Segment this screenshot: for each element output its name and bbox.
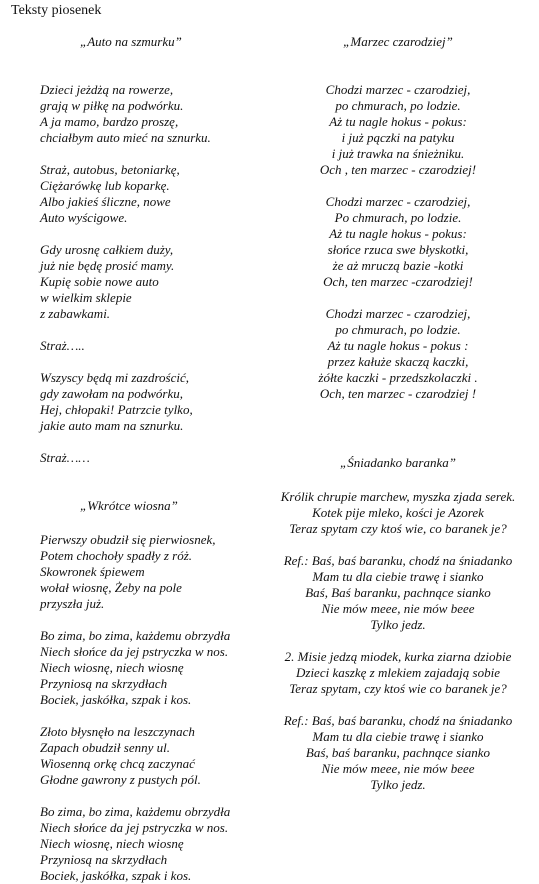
lyric-line: Bociek, jaskółka, szpak i kos.: [40, 692, 192, 707]
lyric-line: Kotek pije mleko, kości je Azorek: [312, 505, 484, 520]
lyric-line: Tylko jedz.: [370, 617, 426, 632]
song-title: „Marzec czarodziej”: [343, 34, 453, 49]
lyric-line: Bociek, jaskółka, szpak i kos.: [40, 868, 192, 883]
lyric-line: Chodzi marzec - czarodziej,: [325, 194, 471, 209]
lyric-line: Kupię sobie nowe auto: [40, 274, 159, 289]
stanza: [40, 804, 280, 884]
lyric-line: Wiosenną orkę chcą zaczynać: [40, 756, 195, 771]
song-auto-na-sznurku: [40, 34, 280, 466]
lyric-line: Teraz spytam czy ktoś wie, co baranek je?: [289, 521, 507, 536]
page-title: Teksty piosenek: [11, 3, 102, 18]
lyric-line: Aż tu nagle hokus - pokus:: [329, 226, 467, 241]
lyric-line: Królik chrupie marchew, myszka zjada serek.: [280, 489, 516, 504]
stanza: [40, 628, 280, 708]
lyric-line: Zapach obudził senny ul.: [40, 740, 170, 755]
lyric-line: Bo zima, bo zima, każdemu obrzydła: [40, 804, 231, 819]
lyric-line: wołał wiosnę, Żeby na pole: [40, 580, 182, 595]
lyric-line: Baś, Baś baranku, pachnące sianko: [305, 585, 491, 600]
lyric-line: Dzieci jeżdżą na rowerze,: [40, 82, 174, 97]
song-marzec-czarodziej: [268, 34, 528, 402]
lyric-line: żółte kaczki - przedszkolaczki .: [318, 370, 478, 385]
stanza: [40, 338, 280, 354]
lyric-line: Niech wiosnę, niech wiosnę: [40, 660, 184, 675]
lyric-line: Nie mów meee, nie mów beee: [321, 601, 475, 616]
stanza: [268, 553, 528, 633]
lyric-line: już nie będę prosić mamy.: [40, 258, 175, 273]
stanza: [268, 649, 528, 697]
lyric-line: Aż tu nagle hokus - pokus :: [327, 338, 469, 353]
stanza: [268, 82, 528, 178]
lyric-line: Po chmurach, po lodzie.: [334, 210, 462, 225]
stanza: [40, 162, 280, 226]
song-title: „Wkrótce wiosna”: [80, 498, 178, 513]
stanza: [40, 450, 280, 466]
lyric-line: Nie mów meee, nie mów beee: [321, 761, 475, 776]
lyric-line: Przyniosą na skrzydłach: [40, 676, 168, 691]
lyric-line: przyszła już.: [40, 596, 105, 611]
lyric-line: Niech słońce da jej pstryczka w nos.: [40, 820, 229, 835]
lyric-line: Albo jakieś śliczne, nowe: [40, 194, 171, 209]
left-column: [40, 34, 280, 884]
stanza: [268, 306, 528, 402]
lyric-line: gdy zawołam na podwórku,: [40, 386, 183, 401]
lyric-line: Niech wiosnę, niech wiosnę: [40, 836, 184, 851]
lyric-line: Głodne gawrony z pustych pól.: [40, 772, 201, 787]
song-title: „Auto na szmurku”: [80, 34, 182, 49]
stanza: [40, 242, 280, 322]
lyric-line: z zabawkami.: [40, 306, 111, 321]
lyric-line: Baś, baś baranku, pachnące sianko: [305, 745, 491, 760]
lyric-line: chciałbym auto mieć na sznurku.: [40, 130, 211, 145]
lyric-line: Teraz spytam, czy ktoś wie co baranek je?: [289, 681, 507, 696]
lyric-line: w wielkim sklepie: [40, 290, 132, 305]
lyric-line: Dzieci kaszkę z mlekiem zajadają sobie: [296, 665, 500, 680]
lyric-line: Mam tu dla ciebie trawę i sianko: [312, 729, 484, 744]
lyric-line: Aż tu nagle hokus - pokus:: [329, 114, 467, 129]
song-wkrotce-wiosna: [40, 498, 280, 884]
lyric-line: Straż, autobus, betoniarkę,: [40, 162, 180, 177]
lyric-line: Chodzi marzec - czarodziej,: [325, 306, 471, 321]
lyric-line: Ref.: Baś, baś baranku, chodź na śniadanko: [283, 553, 513, 568]
stanza: [40, 724, 280, 788]
stanza: [268, 713, 528, 793]
lyric-line: Ciężarówkę lub koparkę.: [40, 178, 170, 193]
stanza: [40, 82, 280, 146]
lyric-line: grają w piłkę na podwórku.: [40, 98, 184, 113]
right-column: [268, 34, 528, 793]
lyric-line: i już pączki na patyku: [341, 130, 455, 145]
lyric-line: Straż……: [40, 450, 90, 465]
stanza: [268, 194, 528, 290]
lyric-line: Hej, chłopaki! Patrzcie tylko,: [40, 402, 193, 417]
stanza: [40, 370, 280, 434]
lyric-line: Złoto błysnęło na leszczynach: [40, 724, 195, 739]
lyric-line: Bo zima, bo zima, każdemu obrzydła: [40, 628, 231, 643]
lyric-line: Przyniosą na skrzydłach: [40, 852, 168, 867]
lyric-line: słońce rzuca swe błyskotki,: [327, 242, 469, 257]
lyric-line: Och, ten marzec - czarodziej !: [319, 386, 477, 401]
song-sniadanko-baranka: [268, 455, 528, 793]
lyric-line: Ref.: Baś, baś baranku, chodź na śniadanko: [283, 713, 513, 728]
lyric-line: Straż…..: [40, 338, 85, 353]
lyric-line: Mam tu dla ciebie trawę i sianko: [312, 569, 484, 584]
lyric-line: Och , ten marzec - czarodziej!: [319, 162, 477, 177]
lyric-line: A ja mamo, bardzo proszę,: [40, 114, 179, 129]
stanza: [268, 489, 528, 537]
lyric-line: Och, ten marzec -czarodziej!: [323, 274, 473, 289]
lyric-line: przez kałuże skaczą kaczki,: [327, 354, 469, 369]
lyric-line: Tylko jedz.: [370, 777, 426, 792]
lyric-line: jakie auto mam na sznurku.: [40, 418, 184, 433]
lyric-line: Pierwszy obudził się pierwiosnek,: [40, 532, 216, 547]
lyric-line: i już trawka na śnieżniku.: [331, 146, 465, 161]
lyric-line: Wszyscy będą mi zazdrościć,: [40, 370, 189, 385]
lyric-line: Chodzi marzec - czarodziej,: [325, 82, 471, 97]
lyric-line: że aż mruczą bazie -kotki: [332, 258, 464, 273]
lyric-line: Niech słońce da jej pstryczka w nos.: [40, 644, 229, 659]
lyric-line: Potem chochoły spadły z róż.: [40, 548, 193, 563]
lyric-line: Gdy urosnę całkiem duży,: [40, 242, 174, 257]
song-title: „Śniadanko baranka”: [340, 455, 456, 470]
stanza: [40, 532, 280, 612]
lyric-line: Auto wyścigowe.: [40, 210, 128, 225]
lyric-line: po chmurach, po lodzie.: [335, 322, 461, 337]
lyric-line: po chmurach, po lodzie.: [335, 98, 461, 113]
lyric-line: 2. Misie jedzą miodek, kurka ziarna dziobie: [284, 649, 512, 664]
lyric-line: Skowronek śpiewem: [40, 564, 145, 579]
